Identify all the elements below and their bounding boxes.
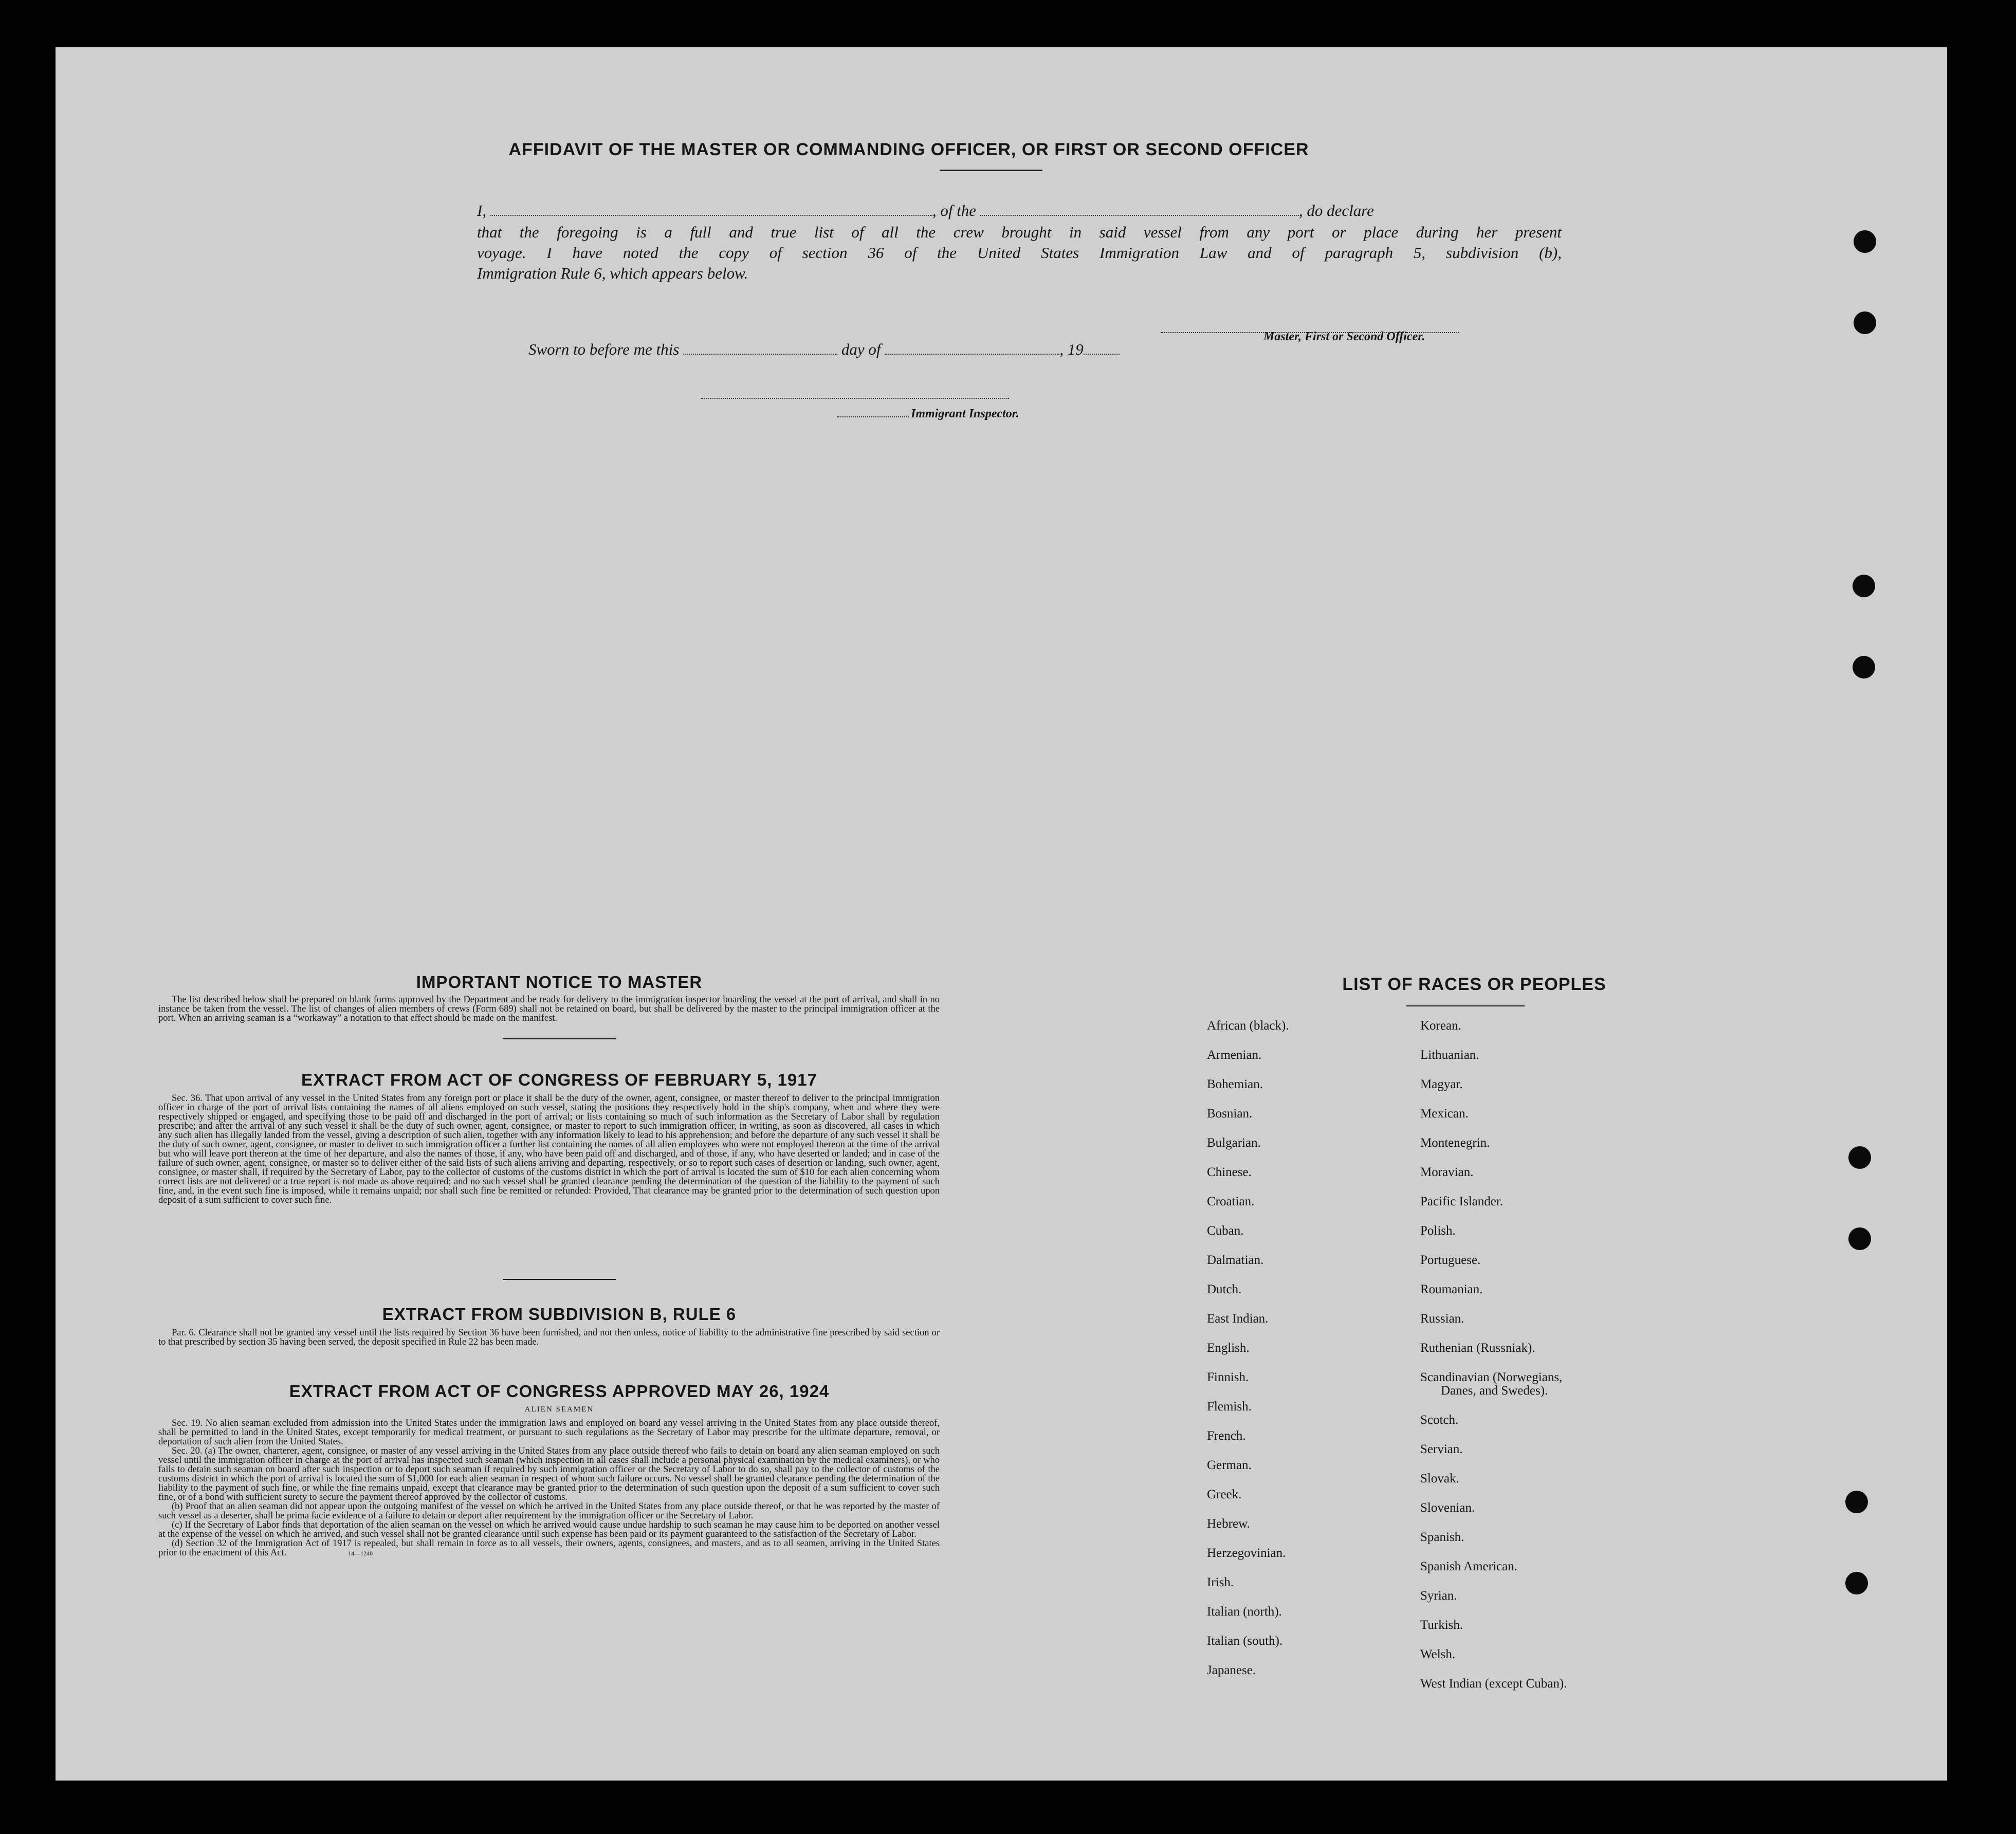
race-item: African (black). xyxy=(1207,1019,1289,1033)
race-item: Mexican. xyxy=(1420,1107,1469,1121)
inspector-caption-row xyxy=(837,407,1019,421)
race-item: Welsh. xyxy=(1420,1647,1456,1661)
act-1924-sec-19: Sec. 19. No alien seaman excluded from admission into the United States under the immigration laws and employed on board any vessel arriving in the United States from any place outside thereof, shall be permitted to land in the United States, except temporarily for medical treatment, or pursuant to such regulations as the Secretary of Labor may prescribe for the ultimate departure, removal, or deportation of such alien from the United States. xyxy=(158,1418,940,1447)
race-item: Spanish American. xyxy=(1420,1560,1517,1573)
notice-divider xyxy=(503,1038,616,1039)
act-1924-sec-20a: Sec. 20. (a) The owner, charterer, agent, consignee, or master of any vessel arriving in the United States from any place outside thereof who fails to detain on board any alien seaman employed on such vessel until the immigration officer in charge at the port of arrival has inspected such seaman (which inspection in all cases shall include a personal physical examination by the medical examiners), or who fails to detain such seaman on board after such inspection or to deport such seaman if required by such immigration officer or the Secretary of Labor to do so, shall pay to the collector of customs of the customs district in which the port of arrival is located the sum of $1,000 for each alien seaman in respect of whom such failure occurs. No vessel shall be granted clearance pending the determination of the liability to the payment of such fine, or while the fine remains unpaid, except that clearance may be granted prior to the determination of such question upon the deposit of a sum sufficient to cover such fine, or of a bond with sufficient surety to secure the payment thereof approved by the collector of customs. xyxy=(158,1446,940,1502)
race-item: French. xyxy=(1207,1429,1246,1443)
race-item: Scandinavian (Norwegians, xyxy=(1420,1370,1563,1384)
race-item: Korean. xyxy=(1420,1019,1461,1033)
binder-hole xyxy=(1854,230,1876,253)
rule-6-title: EXTRACT FROM SUBDIVISION B, RULE 6 xyxy=(382,1305,737,1324)
affidavit-line-1 xyxy=(477,201,1562,220)
race-item: East Indian. xyxy=(1207,1312,1269,1326)
race-item: Lithuanian. xyxy=(1420,1048,1479,1062)
of-the-label: , of the xyxy=(932,201,977,219)
race-item: Slovenian. xyxy=(1420,1501,1475,1515)
binder-hole xyxy=(1848,1227,1871,1250)
do-declare-label: , do declare xyxy=(1298,201,1374,219)
race-item: Italian (north). xyxy=(1207,1605,1282,1619)
inspector-caption: Immigrant Inspector. xyxy=(911,407,1019,420)
sworn-month-blank[interactable] xyxy=(885,342,1059,355)
race-item: German. xyxy=(1207,1458,1252,1472)
race-item: Chinese. xyxy=(1207,1165,1252,1179)
race-item: Cuban. xyxy=(1207,1224,1244,1238)
rule-6-body: Par. 6. Clearance shall not be granted any vessel until the lists required by Section 36 have been furnished, and not then unless, notice of liability to the administrative fine prescribed by said section or to that prescribed by section 35 having been served, the deposit specified in Rule 22 has been made. xyxy=(158,1328,940,1347)
race-item: Servian. xyxy=(1420,1442,1463,1456)
race-item: Hebrew. xyxy=(1207,1517,1250,1531)
binder-hole xyxy=(1845,1491,1868,1513)
day-of-label: day of xyxy=(841,340,881,358)
race-item: Herzegovinian. xyxy=(1207,1546,1286,1560)
race-item: Armenian. xyxy=(1207,1048,1262,1062)
notice-title: IMPORTANT NOTICE TO MASTER xyxy=(416,973,703,992)
affidavit-title: AFFIDAVIT OF THE MASTER OR COMMANDING OFFICER, OR FIRST OR SECOND OFFICER xyxy=(508,140,1309,159)
title-underline xyxy=(940,170,1042,171)
race-item: Magyar. xyxy=(1420,1077,1463,1091)
lead-i: I, xyxy=(477,201,487,219)
races-title: LIST OF RACES OR PEOPLES xyxy=(1342,975,1606,994)
act-1924-sec-20d-text: (d) Section 32 of the Immigration Act of 1917 is repealed, but shall remain in force as to all vessels, their owners, agents, consignees, and masters, and as to all seamen, arriving in the United States prior to the enactment of this Act. xyxy=(158,1538,940,1558)
year-prefix: , 19 xyxy=(1059,340,1084,358)
act-1924-title: EXTRACT FROM ACT OF CONGRESS APPROVED MAY 26, 1924 xyxy=(289,1382,830,1401)
notice-body: The list described below shall be prepared on blank forms approved by the Department and be ready for delivery to the immigration inspector boarding the vessel at the port of arrival, and shall in no instance be taken from the vessel. The list of changes of alien members of crews (Form 689) shall not be retained on board, but shall be delivered by the master to the principal immigration officer at the port. When an arriving seaman is a “workaway” a notation to that effect should be made on the manifest. xyxy=(158,995,940,1023)
race-item: Slovak. xyxy=(1420,1472,1459,1485)
race-item: Syrian. xyxy=(1420,1589,1457,1603)
race-item: Russian. xyxy=(1420,1312,1464,1326)
race-item: Polish. xyxy=(1420,1224,1456,1238)
race-item: Spanish. xyxy=(1420,1530,1464,1544)
binder-hole xyxy=(1848,1146,1871,1169)
races-underline xyxy=(1406,1005,1525,1006)
name-blank[interactable] xyxy=(490,204,932,216)
race-item: Bohemian. xyxy=(1207,1077,1263,1091)
race-item: English. xyxy=(1207,1341,1250,1355)
act-1924-body xyxy=(158,1419,940,1558)
race-item: Irish. xyxy=(1207,1575,1234,1589)
act-1924-sec-20d xyxy=(158,1539,940,1558)
affidavit-line-3: voyage. I have noted the copy of section 36 of the United States Immigration Law and of paragraph 5, subdivision (b), xyxy=(477,244,1562,262)
binder-hole xyxy=(1853,656,1875,678)
race-item: Dutch. xyxy=(1207,1282,1242,1296)
race-item: Turkish. xyxy=(1420,1618,1463,1632)
inspector-signature-line[interactable] xyxy=(701,387,1009,399)
race-item: Scotch. xyxy=(1420,1413,1459,1427)
race-item: Croatian. xyxy=(1207,1195,1255,1208)
sworn-line xyxy=(528,340,1120,359)
binder-hole xyxy=(1854,311,1876,334)
race-item: Greek. xyxy=(1207,1488,1242,1501)
sworn-day-blank[interactable] xyxy=(683,342,837,355)
race-item: Italian (south). xyxy=(1207,1634,1283,1648)
affidavit-line-2: that the foregoing is a full and true list of all the crew brought in said vessel from any port or place during her present xyxy=(477,223,1562,241)
race-item: Roumanian. xyxy=(1420,1282,1483,1296)
form-code: 14—1240 xyxy=(348,1550,373,1557)
act-1917-title: EXTRACT FROM ACT OF CONGRESS OF FEBRUARY 5, 1917 xyxy=(301,1070,817,1089)
affidavit-line-4: Immigration Rule 6, which appears below. xyxy=(477,264,748,282)
race-item: Moravian. xyxy=(1420,1165,1474,1179)
act-1924-sec-20c: (c) If the Secretary of Labor finds that deportation of the alien seaman on the vessel on which he arrived would cause undue hardship to such seaman he may cause him to be deported on another vessel at the expense of the vessel on which he arrived, and such vessel shall not be granted clearance until such expense has been paid or its payment guaranteed to the satisfaction of the Secretary of Labor. xyxy=(158,1520,940,1539)
vessel-blank[interactable] xyxy=(980,204,1299,216)
race-item: Bulgarian. xyxy=(1207,1136,1261,1150)
alien-seamen-subtitle: ALIEN SEAMEN xyxy=(524,1405,594,1414)
race-item: Bosnian. xyxy=(1207,1107,1253,1121)
year-blank[interactable] xyxy=(1084,342,1120,355)
race-item: Ruthenian (Russniak). xyxy=(1420,1341,1535,1355)
act-1924-sec-20b: (b) Proof that an alien seaman did not appear upon the outgoing manifest of the vessel on which he arrived in the United States from any place outside thereof, or that he was reported by the master of such vessel as a deserter, shall be prima facie evidence of a failure to detain or deport after requirement by the immigration officer or the Secretary of Labor. xyxy=(158,1501,940,1521)
sworn-prefix: Sworn to before me this xyxy=(528,340,680,358)
race-item: Japanese. xyxy=(1207,1663,1256,1677)
race-item: Flemish. xyxy=(1207,1400,1252,1414)
act-1917-body: Sec. 36. That upon arrival of any vessel in the United States from any foreign port or place it shall be the duty of the owner, agent, consignee, or master thereof to deliver to the principal immigration officer in charge of the port of arrival lists containing the names of all aliens employed on such vessel, stating the positions they respectively hold in the ship's company, when and where they were respectively shipped or engaged, and specifying those to be paid off and discharged in the port of arrival; or lists containing so much of such information as the Secretary of Labor shall by regulation prescribe; and after the arrival of any such vessel it shall be the duty of such owner, agent, consignee, or master to report to such immigration officer, in writing, as soon as discovered, all cases in which any such alien has illegally landed from the vessel, giving a description of such alien, together with any information likely to lead to his apprehension; and before the departure of any such vessel it shall be the duty of such owner, agent, consignee, or master to deliver to such immigration officer a further list containing the names of all alien employees who were not employed thereon at the time of the arrival but who will leave port thereon at the time of her departure, and also the names of those, if any, who have been paid off and discharged, and of those, if any, who have deserted or landed; and in case of the failure of such owner, agent, consignee, or master so to deliver either of the said lists of such aliens arriving and departing, respectively, or so to report such cases of desertion or landing, such owner, agent, consignee, or master shall, if required by the Secretary of Labor, pay to the collector of customs of the customs district in which the port of arrival is located the sum of $10 for each alien concerning whom correct lists are not delivered or a true report is not made as above required; and no such vessel shall be granted clearance pending the determination of the question of the liability to the payment of such fine, and, in the event such fine is imposed, while it remains unpaid; nor shall such fine be remitted or refunded: Provided, That clearance may be granted prior to the determination of such question upon deposit of a sum sufficient to cover such fine. xyxy=(158,1093,940,1205)
act-1917-divider xyxy=(503,1279,616,1280)
inspector-caption-leader xyxy=(837,409,909,417)
race-item: West Indian (except Cuban). xyxy=(1420,1677,1567,1691)
binder-hole xyxy=(1845,1572,1868,1594)
race-item: Portuguese. xyxy=(1420,1253,1481,1267)
binder-hole xyxy=(1853,575,1875,597)
race-item: Danes, and Swedes). xyxy=(1441,1384,1548,1398)
race-item: Pacific Islander. xyxy=(1420,1195,1504,1208)
master-caption: Master, First or Second Officer. xyxy=(1263,330,1425,343)
race-item: Finnish. xyxy=(1207,1370,1249,1384)
race-item: Montenegrin. xyxy=(1420,1136,1490,1150)
form-sheet xyxy=(56,47,1947,1781)
race-item: Dalmatian. xyxy=(1207,1253,1264,1267)
